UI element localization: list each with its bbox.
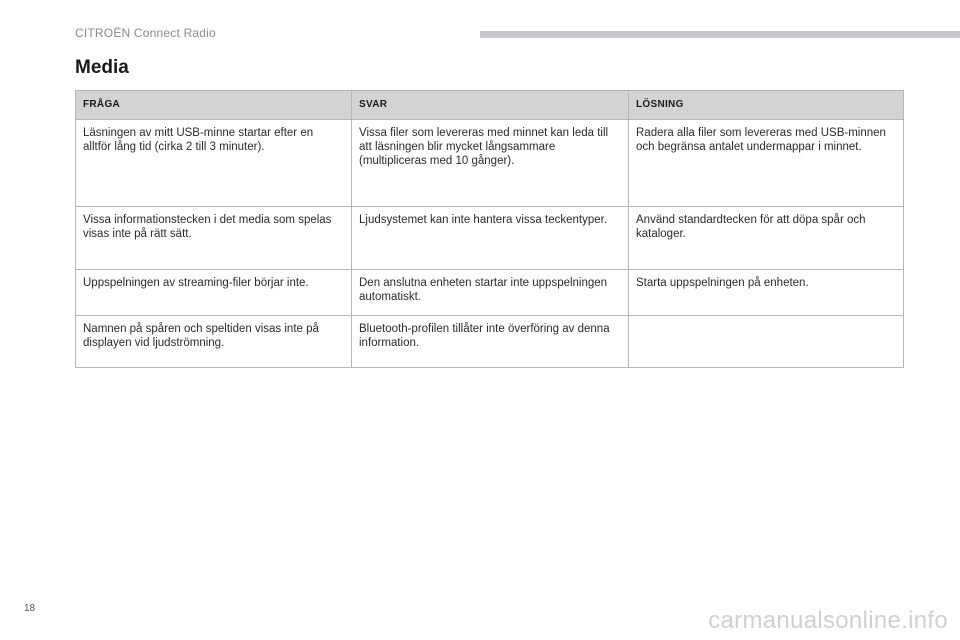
table-header-row xyxy=(76,91,904,120)
faq-table xyxy=(75,90,904,368)
running-header: CITROËN Connect Radio xyxy=(75,26,216,40)
answer-cell: Den anslutna enheten startar inte uppspelningen automatiskt. xyxy=(352,270,629,316)
header-rule xyxy=(480,31,960,38)
solution-cell: Radera alla filer som levereras med USB-minnen och begränsa antalet undermappar i minnet. xyxy=(629,120,904,207)
section-title: Media xyxy=(75,57,129,78)
answer-cell: Vissa filer som levereras med minnet kan leda till att läsningen blir mycket långsammare (multipliceras med 10 gånger). xyxy=(352,120,629,207)
solution-cell: Starta uppspelningen på enheten. xyxy=(629,270,904,316)
page-number: 18 xyxy=(24,603,36,614)
answer-cell: Ljudsystemet kan inte hantera vissa teckentyper. xyxy=(352,207,629,270)
table-row xyxy=(76,316,904,368)
question-cell: Uppspelningen av streaming-filer börjar inte. xyxy=(76,270,352,316)
solution-cell xyxy=(629,316,904,368)
question-cell: Namnen på spåren och speltiden visas inte på displayen vid ljudströmning. xyxy=(76,316,352,368)
solution-cell: Använd standardtecken för att döpa spår och kataloger. xyxy=(629,207,904,270)
column-header-question: FRÅGA xyxy=(76,91,352,120)
table-row xyxy=(76,207,904,270)
column-header-solution: LÖSNING xyxy=(629,91,904,120)
table-row xyxy=(76,270,904,316)
table-row xyxy=(76,120,904,207)
answer-cell: Bluetooth-profilen tillåter inte överföring av denna information. xyxy=(352,316,629,368)
question-cell: Läsningen av mitt USB-minne startar efter en alltför lång tid (cirka 2 till 3 minuter). xyxy=(76,120,352,207)
question-cell: Vissa informationstecken i det media som spelas visas inte på rätt sätt. xyxy=(76,207,352,270)
watermark: carmanualsonline.info xyxy=(708,607,948,634)
column-header-answer: SVAR xyxy=(352,91,629,120)
